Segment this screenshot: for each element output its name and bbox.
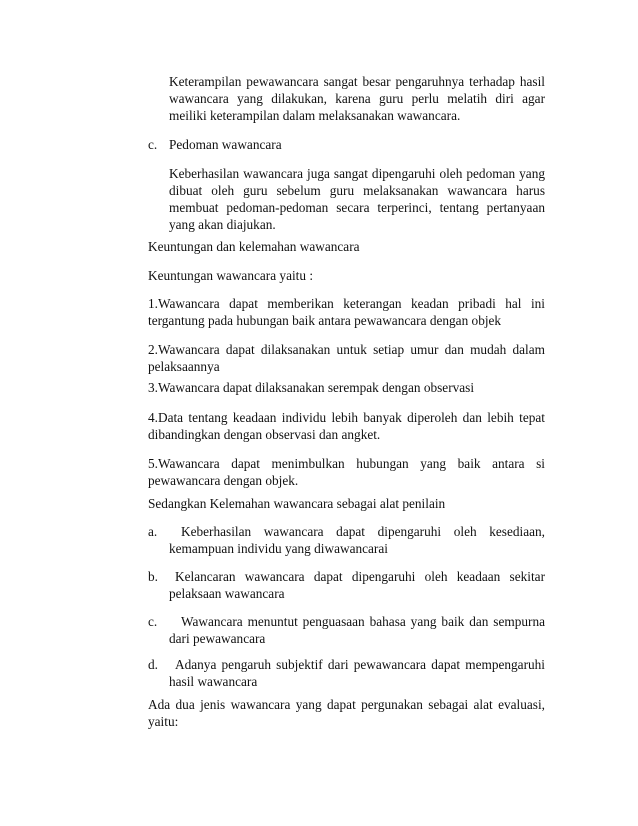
paragraph-pedoman: Keberhasilan wawancara juga sangat dipengaruhi oleh pedoman yang dibuat oleh guru sebelum guru melaksanakan wawancara harus membuat pedoman-pedoman secara terperinci, tentang pertanyaan yang akan diajukan.: [169, 166, 545, 232]
heading-kelemahan: Sedangkan Kelemahan wawancara sebagai alat penilain: [148, 496, 446, 511]
kelemahan-item: Adanya pengaruh subjektif dari pewawancara dapat mempengaruhi hasil wawancara: [169, 657, 545, 689]
list-marker-b: b.: [148, 569, 158, 584]
kelemahan-item: Wawancara menuntut penguasaan bahasa yang baik dan sempurna dari pewawancara: [169, 614, 545, 646]
heading-keuntungan-kelemahan: Keuntungan dan kelemahan wawancara: [148, 239, 360, 254]
list-marker-c: c.: [148, 137, 158, 152]
keuntungan-item: 4.Data tentang keadaan individu lebih banyak diperoleh dan lebih tepat dibandingkan dengan observasi dan angket.: [148, 410, 545, 442]
list-marker-c2: c.: [148, 614, 158, 629]
keuntungan-item: 2.Wawancara dapat dilaksanakan untuk setiap umur dan mudah dalam pelaksaannya: [148, 342, 545, 374]
list-marker-a: a.: [148, 524, 158, 539]
paragraph-keterampilan: Keterampilan pewawancara sangat besar pengaruhnya terhadap hasil wawancara yang dilakukan, karena guru perlu melatih diri agar meiliki keterampilan dalam melaksanakan wawancara.: [169, 74, 545, 123]
list-marker-d: d.: [148, 657, 158, 672]
keuntungan-item: 3.Wawancara dapat dilaksanakan serempak dengan observasi: [148, 380, 475, 395]
keuntungan-item: 5.Wawancara dapat menimbulkan hubungan yang baik antara si pewawancara dengan objek.: [148, 456, 545, 488]
kelemahan-item: Kelancaran wawancara dapat dipengaruhi oleh keadaan sekitar pelaksaan wawancara: [169, 569, 545, 601]
closing-paragraph: Ada dua jenis wawancara yang dapat pergunakan sebagai alat evaluasi, yaitu:: [148, 697, 545, 729]
heading-keuntungan: Keuntungan wawancara yaitu :: [148, 268, 314, 283]
keuntungan-item: 1.Wawancara dapat memberikan keterangan keadan pribadi hal ini tergantung pada hubungan baik antara pewawancara dengan objek: [148, 296, 545, 328]
kelemahan-item: Keberhasilan wawancara dapat dipengaruhi oleh kesediaan, kemampuan individu yang diwawancarai: [169, 524, 545, 556]
item-title-pedoman: Pedoman wawancara: [169, 137, 282, 152]
